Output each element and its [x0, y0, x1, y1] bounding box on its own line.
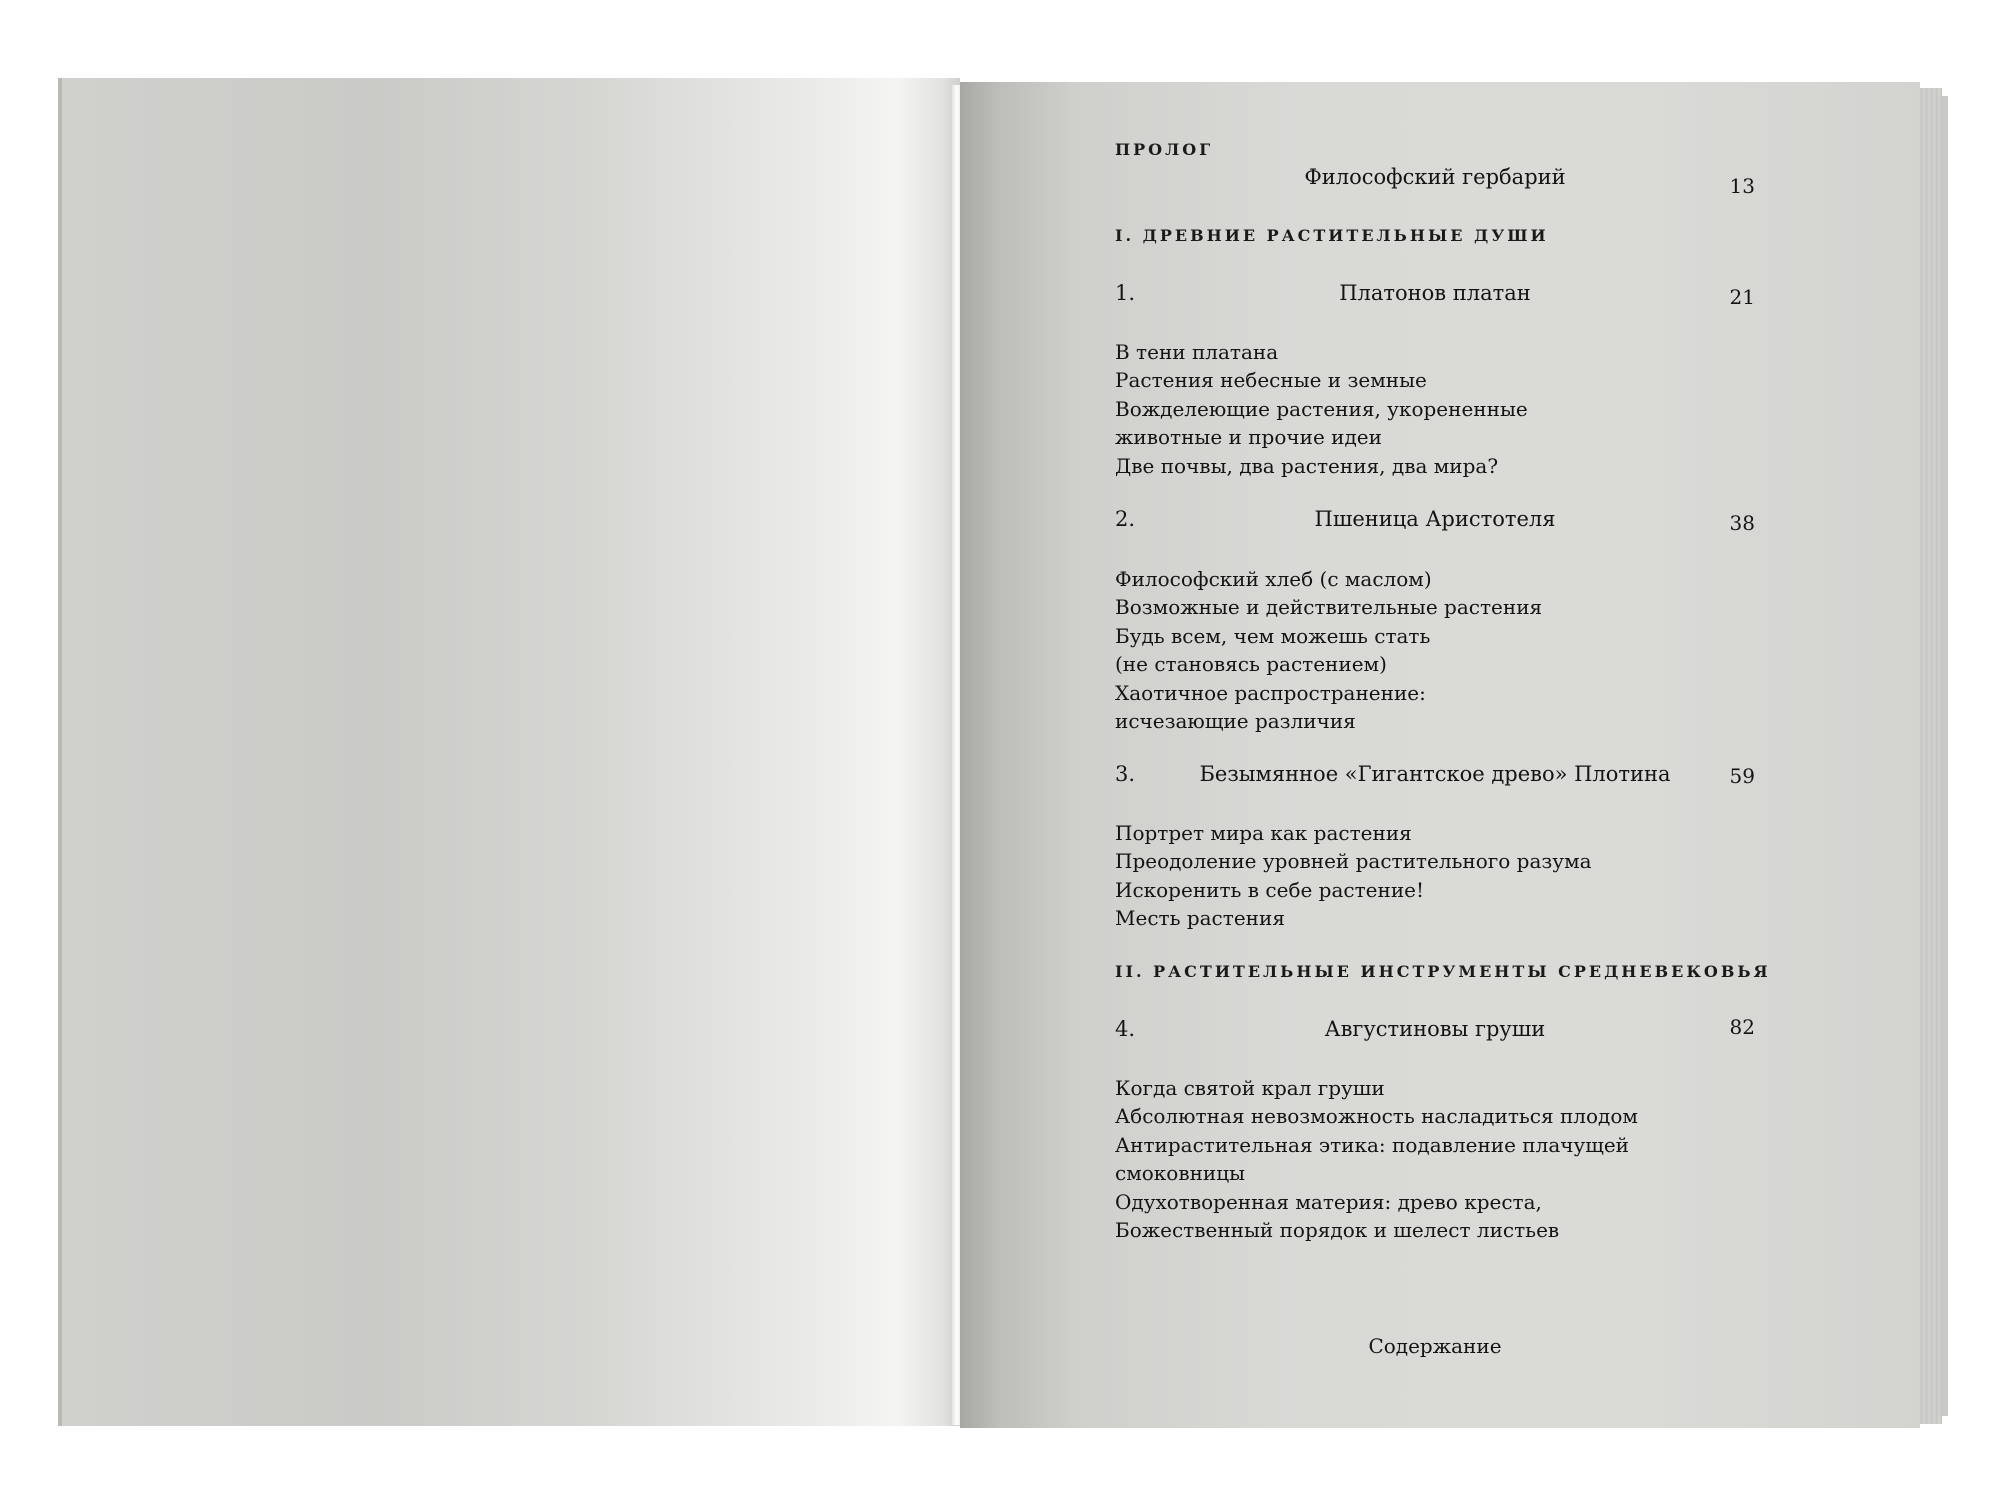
chapter-sections-list [1115, 819, 1592, 933]
section-item: Преодоление уровней растительного разума [1115, 849, 1592, 874]
section-item: Философский хлеб (с маслом) [1115, 567, 1432, 591]
part-heading: II. РАСТИТЕЛЬНЫЕ ИНСТРУМЕНТЫ СРЕДНЕВЕКОВЬЯ [1115, 962, 1771, 981]
section-item: Одухотворенная материя: древо креста, [1115, 1189, 1542, 1214]
section-item: Хаотичное распространение: [1115, 680, 1426, 705]
chapter-title: Платонов платан [1339, 281, 1531, 305]
chapter-title: Безымянное «Гигантское древо» Плотина [1199, 762, 1671, 786]
section-item: Божественный порядок и шелест листьев [1115, 1218, 1560, 1243]
section-item: Портрет мира как растения [1115, 821, 1412, 845]
chapter-page-number: 38 [1729, 511, 1755, 535]
section-item: Будь всем, чем можешь стать [1115, 623, 1431, 648]
chapter-number: 3. [1115, 762, 1136, 786]
section-item: Абсолютная невозможность насладиться плодом [1115, 1104, 1638, 1129]
part-heading: I. ДРЕВНИЕ РАСТИТЕЛЬНЫЕ ДУШИ [1115, 226, 1549, 245]
toc-entry-chapter-3[interactable] [1115, 762, 1755, 792]
section-item: Возможные и действительные растения [1115, 595, 1543, 620]
chapter-page-number: 82 [1729, 1015, 1755, 1039]
section-item: В тени платана [1115, 340, 1279, 364]
section-item: Когда святой крал груши [1115, 1076, 1385, 1100]
section-item: Вожделеющие растения, укорененные [1115, 396, 1528, 421]
section-item: Растения небесные и земные [1115, 368, 1427, 393]
chapter-page-number: 59 [1729, 764, 1755, 788]
toc-entry-chapter-1[interactable] [1115, 281, 1755, 311]
section-item: смоковницы [1115, 1161, 1246, 1186]
chapter-sections-list [1115, 338, 1528, 480]
running-footer: Содержание [1368, 1334, 1502, 1358]
chapter-number: 4. [1115, 1017, 1136, 1041]
prologue-title: Философский гербарий [1304, 165, 1566, 189]
chapter-sections-list [1115, 565, 1542, 735]
chapter-number: 2. [1115, 507, 1136, 531]
chapter-number: 1. [1115, 281, 1136, 305]
prologue-page-number: 13 [1729, 174, 1755, 198]
prologue-label: ПРОЛОГ [1115, 140, 1214, 159]
section-item: (не становясь растением) [1115, 652, 1387, 677]
section-item: Две почвы, два растения, два мира? [1115, 453, 1499, 478]
chapter-page-number: 21 [1729, 285, 1755, 309]
section-item: исчезающие различия [1115, 709, 1356, 734]
chapter-sections-list [1115, 1074, 1638, 1244]
section-item: Искоренить в себе растение! [1115, 877, 1425, 902]
toc-entry-chapter-4[interactable] [1115, 1017, 1755, 1047]
chapter-title: Пшеница Аристотеля [1314, 507, 1556, 531]
section-item: животные и прочие идеи [1115, 425, 1382, 450]
section-item: Антирастительная этика: подавление плачущей [1115, 1132, 1630, 1157]
section-item: Месть растения [1115, 906, 1285, 931]
toc-entry-chapter-2[interactable] [1115, 507, 1755, 537]
toc-entry-prologue[interactable] [1115, 165, 1755, 198]
chapter-title: Августиновы груши [1324, 1017, 1546, 1041]
